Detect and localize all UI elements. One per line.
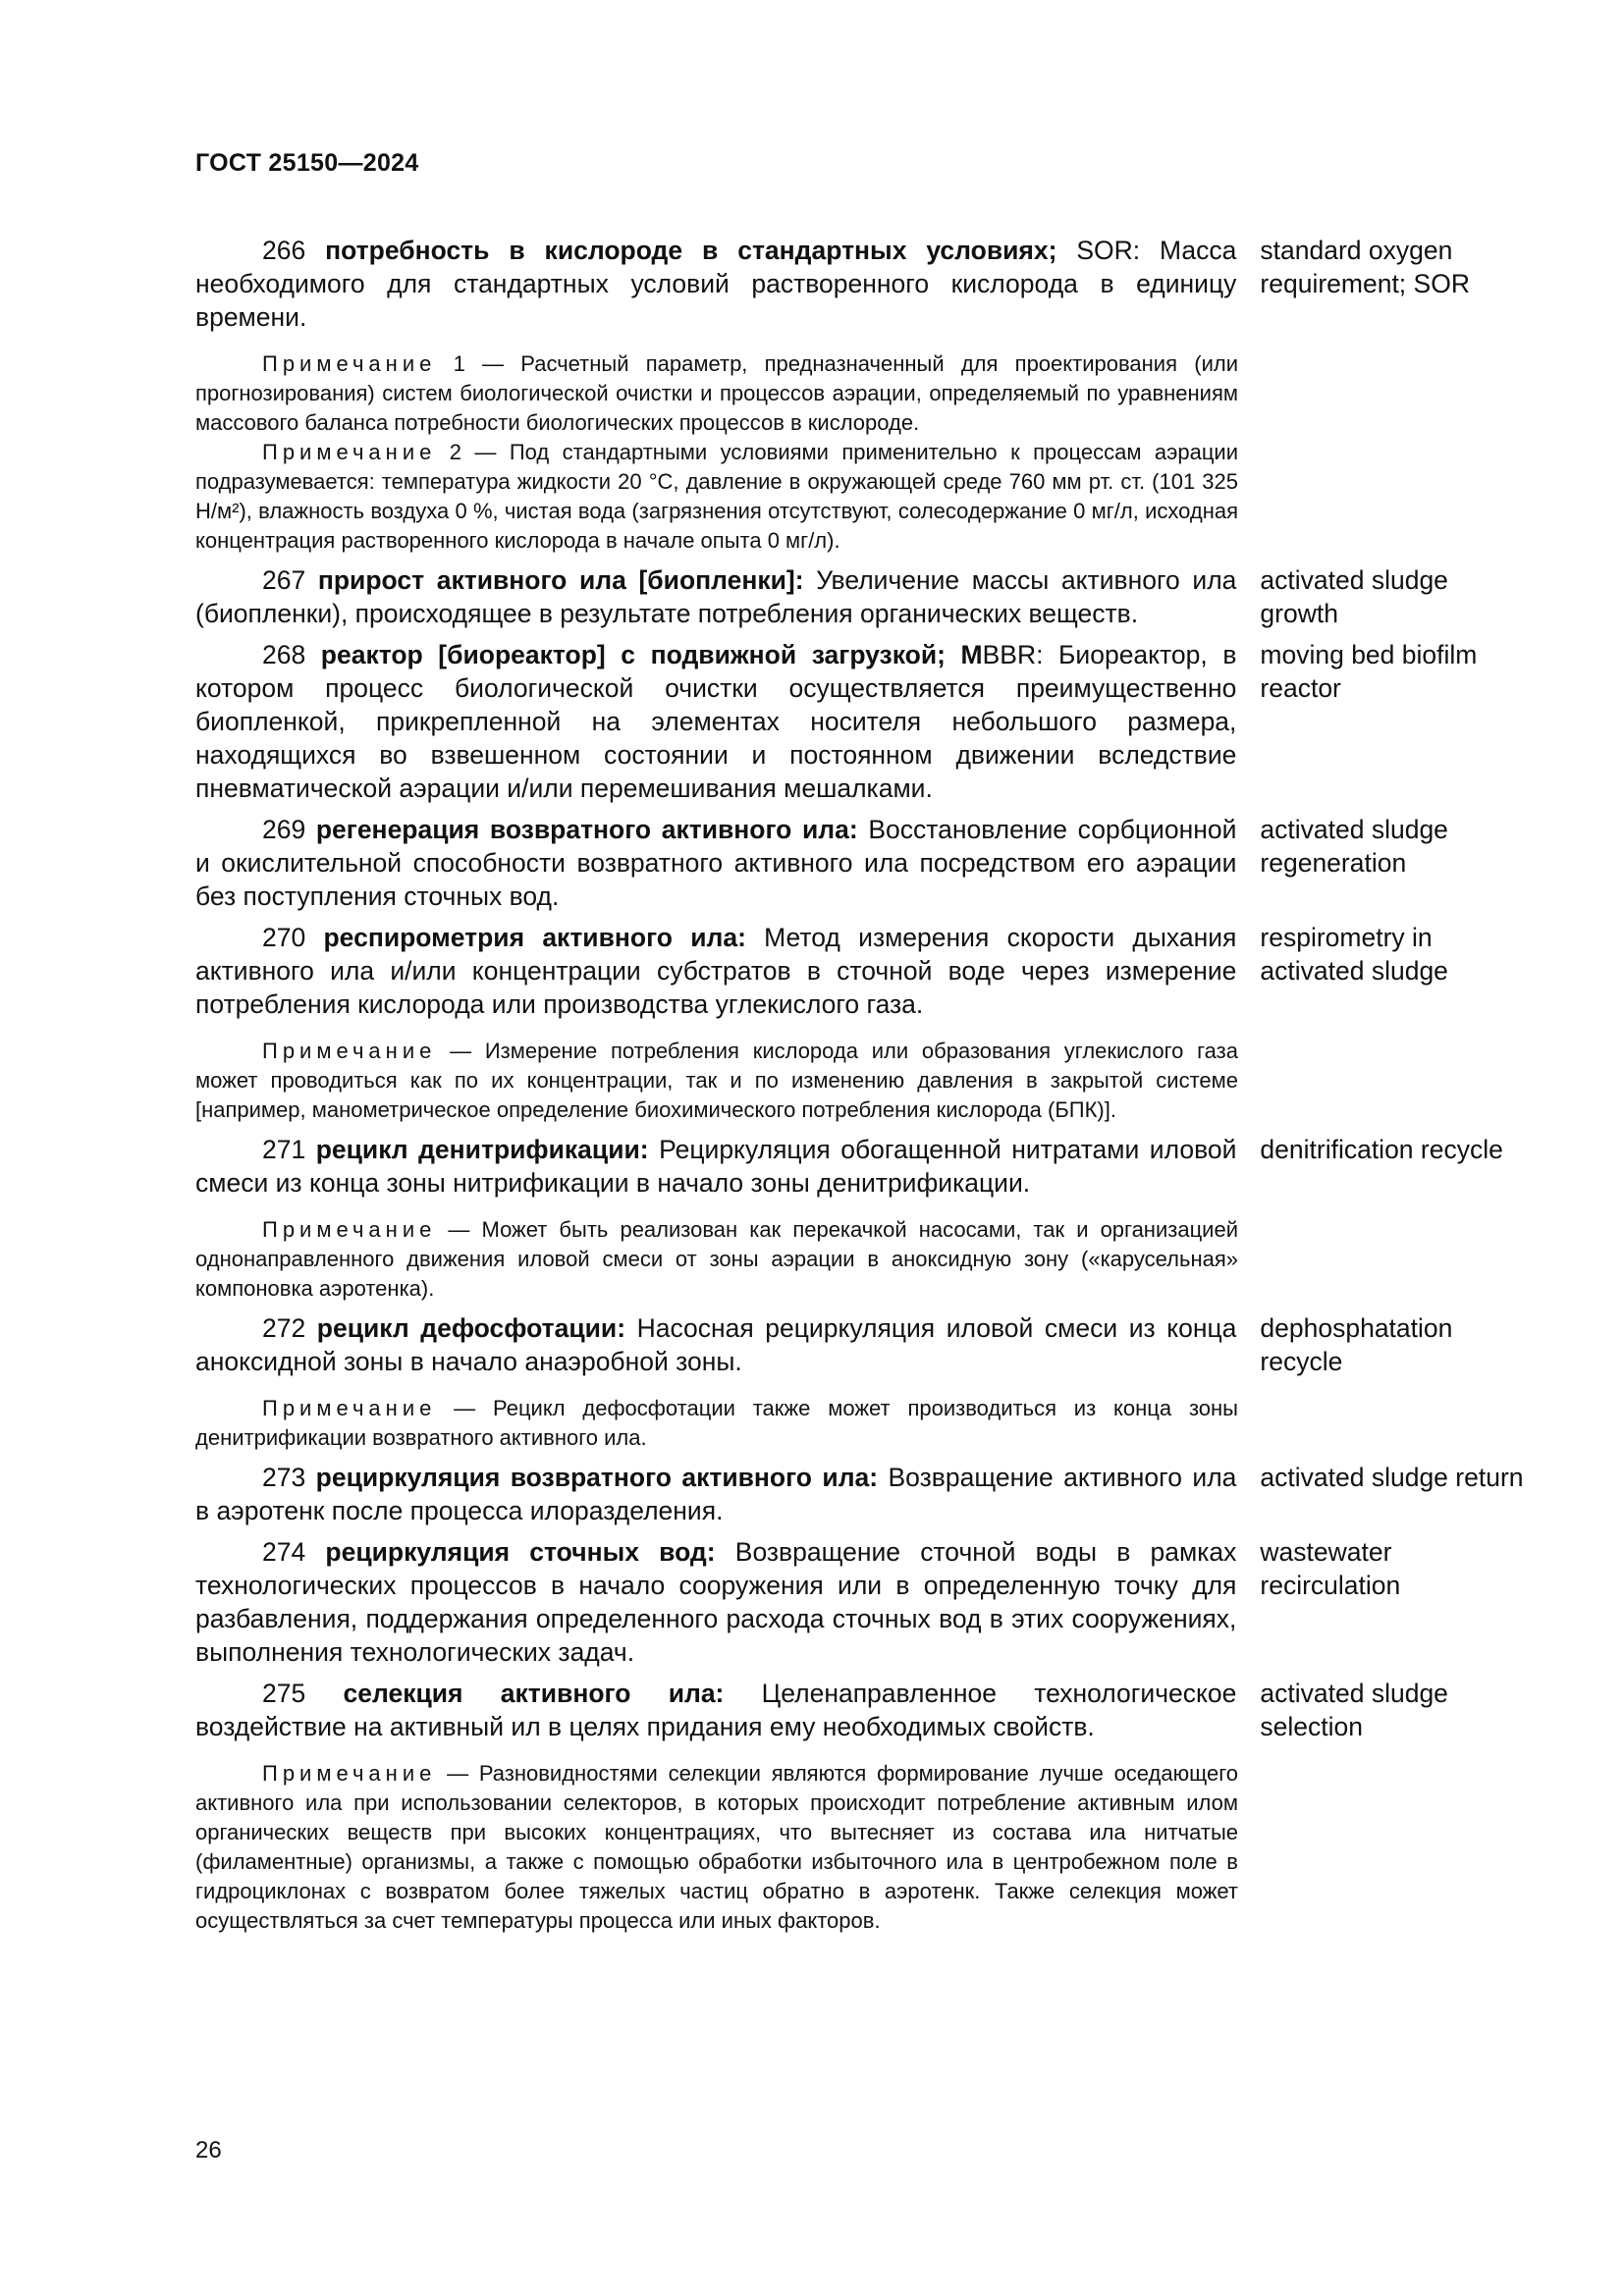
term-definition — [195, 234, 1236, 334]
term-definition-text: Восстановление сорбционной и окислительной способности возвратного активного ила посредством его аэрации без поступления сточных вод. — [195, 815, 1237, 911]
note-label: Примечание — [262, 1039, 437, 1063]
english-equivalent: denitrification recycle — [1260, 1135, 1503, 1164]
english-equivalent: activated sludge return — [1260, 1463, 1524, 1492]
term-number: 274 — [262, 1537, 306, 1567]
term-definition — [195, 638, 1236, 805]
term-entry-275 — [195, 1677, 1531, 1743]
term-entry-272 — [195, 1311, 1531, 1378]
term-entry-271 — [195, 1133, 1531, 1200]
term-definition-text: Возвращение сточной воды в рамках технологических процессов в начало сооружения или в определенную точку для разбавления, поддержания определенного расхода сточных вод в этих сооружениях, выполнения технологических задач. — [195, 1537, 1237, 1667]
term-name: селекция активного ила: — [343, 1679, 725, 1708]
english-equivalent: moving bed biofilm reactor — [1260, 640, 1478, 703]
note-label: Примечание — [262, 1396, 437, 1420]
term-number: 269 — [262, 815, 306, 844]
note-text: — Измерение потребления кислорода или образования углекислого газа может проводиться как по их концентрации, так и по изменению давления в закрытой системе [например, манометрическое определение биохимического потребления кислорода (БПК)]. — [195, 1039, 1238, 1122]
term-entry-274 — [195, 1535, 1531, 1669]
term-definition — [195, 813, 1236, 913]
english-equivalent: activated sludge regeneration — [1260, 815, 1448, 878]
term-definition-text: Увеличение массы активного ила (биопленки), происходящее в результате потребления органических веществ. — [195, 565, 1237, 628]
note-label: Примечание — [262, 1761, 437, 1786]
term-definition — [195, 563, 1236, 630]
term-entry-268 — [195, 638, 1531, 805]
terms-list — [195, 234, 1531, 1936]
term-entry-267 — [195, 563, 1531, 630]
term-note — [195, 1394, 1238, 1453]
note-label: Примечание — [262, 351, 437, 376]
term-note — [195, 438, 1238, 556]
term-definition — [195, 1461, 1236, 1527]
page-number: 26 — [195, 2137, 222, 2163]
english-equivalent: dephosphatation recycle — [1260, 1313, 1453, 1376]
term-name: рецикл денитрификации: — [315, 1135, 649, 1164]
term-number: 266 — [262, 236, 306, 265]
term-entry-266 — [195, 234, 1531, 334]
document-code-header: ГОСТ 25150—2024 — [195, 149, 419, 177]
term-note — [195, 1037, 1238, 1125]
term-name: потребность в кислороде в стандартных условиях; — [325, 236, 1057, 265]
note-text: — Рецикл дефосфотации также может производиться из конца зоны денитрификации возвратного активного ила. — [195, 1396, 1238, 1450]
term-note — [195, 349, 1238, 438]
note-text: 1 — Расчетный параметр, предназначенный для проектирования (или прогнозирования) систем биологической очистки и процессов аэрации, определяемый по уравнениям массового баланса потребности биологических процессов в кислороде. — [195, 351, 1238, 435]
term-number: 268 — [262, 640, 306, 669]
term-definition — [195, 1133, 1236, 1200]
term-entry-273 — [195, 1461, 1531, 1527]
term-number: 273 — [262, 1463, 306, 1492]
term-note — [195, 1759, 1238, 1936]
term-entry-269 — [195, 813, 1531, 913]
term-definition-text: Возвращение активного ила в аэротенк после процесса илоразделения. — [195, 1463, 1237, 1525]
note-text: 2 — Под стандартными условиями применительно к процессам аэрации подразумевается: температура жидкости 20 °С, давление в окружающей среде 760 мм рт. ст. (101 325 Н/м²), влажность воздуха 0 %, чистая вода (загрязнения отсутствуют, солесодержание 0 мг/л, исходная концентрация растворенного кислорода в начале опыта 0 мг/л). — [195, 440, 1238, 553]
term-number: 267 — [262, 565, 306, 595]
term-name: рециркуляция возвратного активного ила: — [315, 1463, 879, 1492]
term-definition — [195, 1677, 1236, 1743]
note-text: — Может быть реализован как перекачкой насосами, так и организацией однонаправленного движения иловой смеси от зоны аэрации в аноксидную зону («карусельная» компоновка аэротенка). — [195, 1217, 1238, 1301]
term-entry-270 — [195, 921, 1531, 1021]
term-note — [195, 1215, 1238, 1304]
term-definition-text: SOR: Масса необходимого для стандартных условий растворенного кислорода в единицу времени. — [195, 236, 1237, 332]
note-label: Примечание — [262, 440, 437, 464]
english-equivalent: activated sludge selection — [1260, 1679, 1448, 1741]
note-text: — Разновидностями селекции являются формирование лучше оседающего активного ила при использовании селекторов, в которых происходит потребление активным илом органических веществ при высоких концентрациях, что вытесняет из состава ила нитчатые (филаментные) организмы, а также с помощью обработки избыточного ила в центробежном поле в гидроциклонах с возвратом более тяжелых частиц обратно в аэротенк. Также селекция может осуществляться за счет температуры процесса или иных факторов. — [195, 1761, 1238, 1933]
term-number: 275 — [262, 1679, 306, 1708]
term-definition-text: Рециркуляция обогащенной нитратами иловой смеси из конца зоны нитрификации в начало зоны денитрификации. — [195, 1135, 1237, 1198]
term-number: 270 — [262, 923, 306, 952]
term-definition — [195, 1311, 1236, 1378]
term-number: 272 — [262, 1313, 306, 1343]
english-equivalent: respirometry in activated sludge — [1260, 923, 1448, 986]
term-number: 271 — [262, 1135, 306, 1164]
term-definition — [195, 921, 1236, 1021]
term-definition-text: Целенаправленное технологическое воздействие на активный ил в целях придания ему необходимых свойств. — [195, 1679, 1237, 1741]
term-name: регенерация возвратного активного ила: — [315, 815, 858, 844]
term-definition-text: BBR: Биореактор, в котором процесс биологической очистки осуществляется преимущественно биопленкой, прикрепленной на элементах носителя небольшого размера, находящихся во взвешенном состоянии и постоянном движении вследствие пневматической аэрации и/или перемешивания мешалками. — [195, 640, 1237, 803]
term-name: реактор [биореактор] с подвижной загрузкой; M — [320, 640, 983, 669]
english-equivalent: activated sludge growth — [1260, 565, 1448, 628]
term-definition-text: Метод измерения скорости дыхания активного ила и/или концентрации субстратов в сточной воде через измерение потребления кислорода или производства углекислого газа. — [195, 923, 1237, 1019]
term-name: респирометрия активного ила: — [323, 923, 746, 952]
term-definition-text: Насосная рециркуляция иловой смеси из конца аноксидной зоны в начало анаэробной зоны. — [195, 1313, 1237, 1376]
term-name: прирост активного ила [биопленки]: — [317, 565, 804, 595]
note-label: Примечание — [262, 1217, 437, 1242]
term-name: рецикл дефосфотации: — [316, 1313, 626, 1343]
term-name: рециркуляция сточных вод: — [325, 1537, 716, 1567]
english-equivalent: standard oxygen requirement; SOR — [1260, 236, 1470, 298]
english-equivalent: wastewater recirculation — [1260, 1537, 1401, 1600]
term-definition — [195, 1535, 1236, 1669]
